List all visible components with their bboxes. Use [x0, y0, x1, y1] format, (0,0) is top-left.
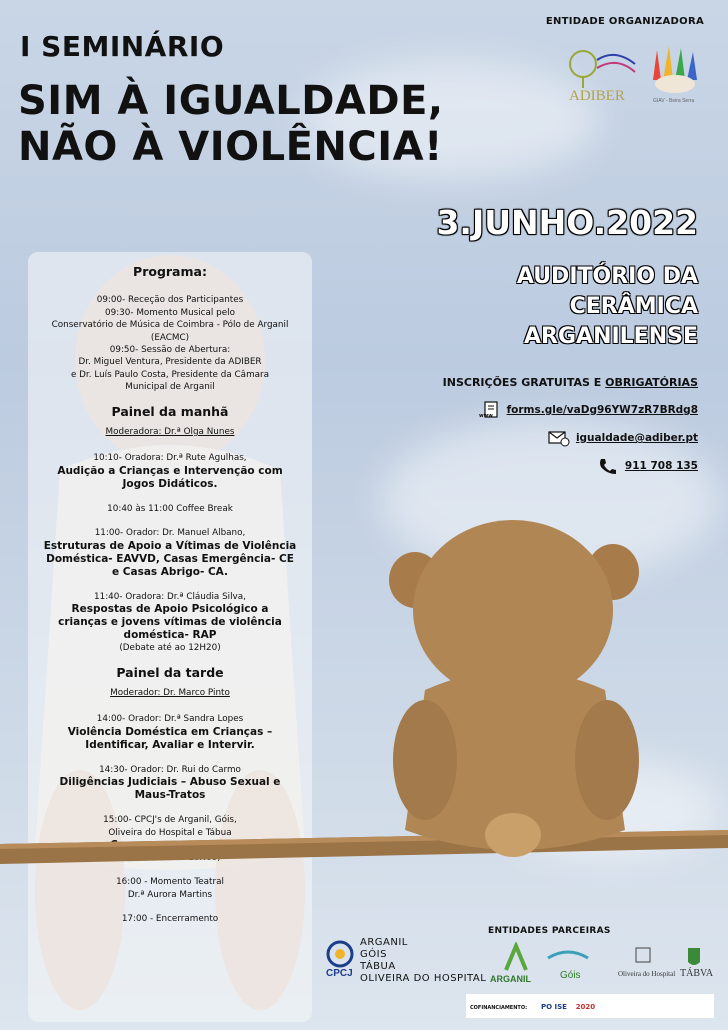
morning-session-3: 11:40- Oradora: Dr.ª Cláudia Silva, Respostas de Apoio Psicológico a crianças e jovens vítimas de violência doméstica- RAP (Debate até ao 12H20) — [58, 591, 282, 654]
program-title: Programa: — [133, 264, 207, 279]
event-title-line1: SIM À IGUALDADE, — [18, 78, 444, 124]
afternoon-panel-title: Painel da tarde — [116, 664, 224, 680]
event-venue — [517, 262, 698, 352]
arganil-logo: ARGANIL — [490, 974, 531, 984]
morning-session-1: 10:10- Oradora: Dr.ª Rute Agulhas, Audição a Crianças e Intervenção com Jogos Didáticos. — [57, 453, 283, 490]
registration-phone[interactable]: 911 708 135 — [597, 457, 698, 475]
cofinancing-label: COFINANCIAMENTO: PO ISE 2020 — [470, 1003, 596, 1011]
registration-form-link[interactable]: www forms.gle/vaDg96YW7zR7BRdg8 — [479, 401, 698, 419]
morning-session-2: 11:00- Orador: Dr. Manuel Albano, Estruturas de Apoio a Vítimas de Violência Doméstica- EAVVD, Casas Emergência- CE e Casas Abrigo- CA. — [43, 528, 297, 578]
event-title-line2: NÃO À VIOLÊNCIA! — [18, 124, 443, 170]
afternoon-session-1: 14:00- Orador: Dr.ª Sandra Lopes Violência Doméstica em Crianças – Identificar, Avaliar e Intervir. — [67, 714, 273, 751]
svg-text:www: www — [478, 413, 493, 419]
gois-logo: Góis — [560, 970, 581, 981]
email-icon — [548, 429, 570, 447]
seminar-label: I SEMINÁRIO — [20, 30, 225, 63]
venue-line2: CERÂMICA — [569, 294, 698, 319]
partner-logos — [488, 942, 716, 990]
cpcj-name: CPCJ — [326, 968, 353, 979]
tabua-logo: TÁBVA — [680, 968, 714, 979]
registration-label: INSCRIÇÕES GRATUITAS E OBRIGATÓRIAS — [442, 376, 698, 389]
morning-moderator: Moderadora: Dr.ª Olga Nunes — [105, 427, 235, 438]
event-date: 3.JUNHO.2022 — [436, 203, 698, 242]
program-panel — [28, 252, 312, 1022]
teddy-bear-illustration — [385, 510, 655, 880]
adiber-logo — [565, 40, 705, 106]
venue-line3: ARGANILENSE — [524, 324, 698, 349]
event-title — [18, 78, 444, 170]
closing: 17:00 - Encerramento — [121, 914, 219, 925]
cpcj-municipalities: ARGANIL GÓIS TÁBUA OLIVEIRA DO HOSPITAL — [360, 937, 487, 984]
registration-email[interactable]: igualdade@adiber.pt — [548, 429, 698, 447]
phone-icon — [597, 457, 619, 475]
web-document-icon — [479, 401, 501, 419]
organizer-label: ENTIDADE ORGANIZADORA — [545, 16, 704, 27]
adiber-logo-text: ADIBER — [569, 88, 625, 104]
coffee-break: 10:40 às 11:00 Coffee Break — [107, 503, 233, 514]
morning-panel-title: Painel da manhã — [111, 403, 229, 419]
oliveira-hospital-logo: Oliveira do Hospital — [618, 970, 676, 978]
partners-label: ENTIDADES PARCEIRAS — [488, 926, 611, 936]
afternoon-session-4: 16:00 - Momento Teatral Dr.ª Aurora Martins — [116, 877, 224, 900]
afternoon-session-3: 15:00- CPCJ's de Arganil, Góis, Oliveira do Hospital e Tábua — [103, 815, 237, 838]
afternoon-session-2: 14:30- Orador: Dr. Rui do Carmo Diligências Judiciais – Abuso Sexual e Maus-Tratos — [59, 764, 281, 802]
afternoon-moderator: Moderador: Dr. Marco Pinto — [110, 687, 230, 698]
adiber-logo-subtext: GIAV - Beira Serra — [653, 98, 695, 104]
venue-line1: AUDITÓRIO DA — [516, 264, 698, 289]
program-opening: 09:00- Receção dos Participantes 09:30- Momento Musical pelo Conservatório de Música de Coimbra - Pólo de Arganil (EACMC) 09:50- Sessão de Abertura: Dr. Miguel Ventura, Presidente da ADIBER e Dr. Luís Paulo Costa, Presidente da Câmara Municipal de Arganil — [51, 295, 289, 393]
